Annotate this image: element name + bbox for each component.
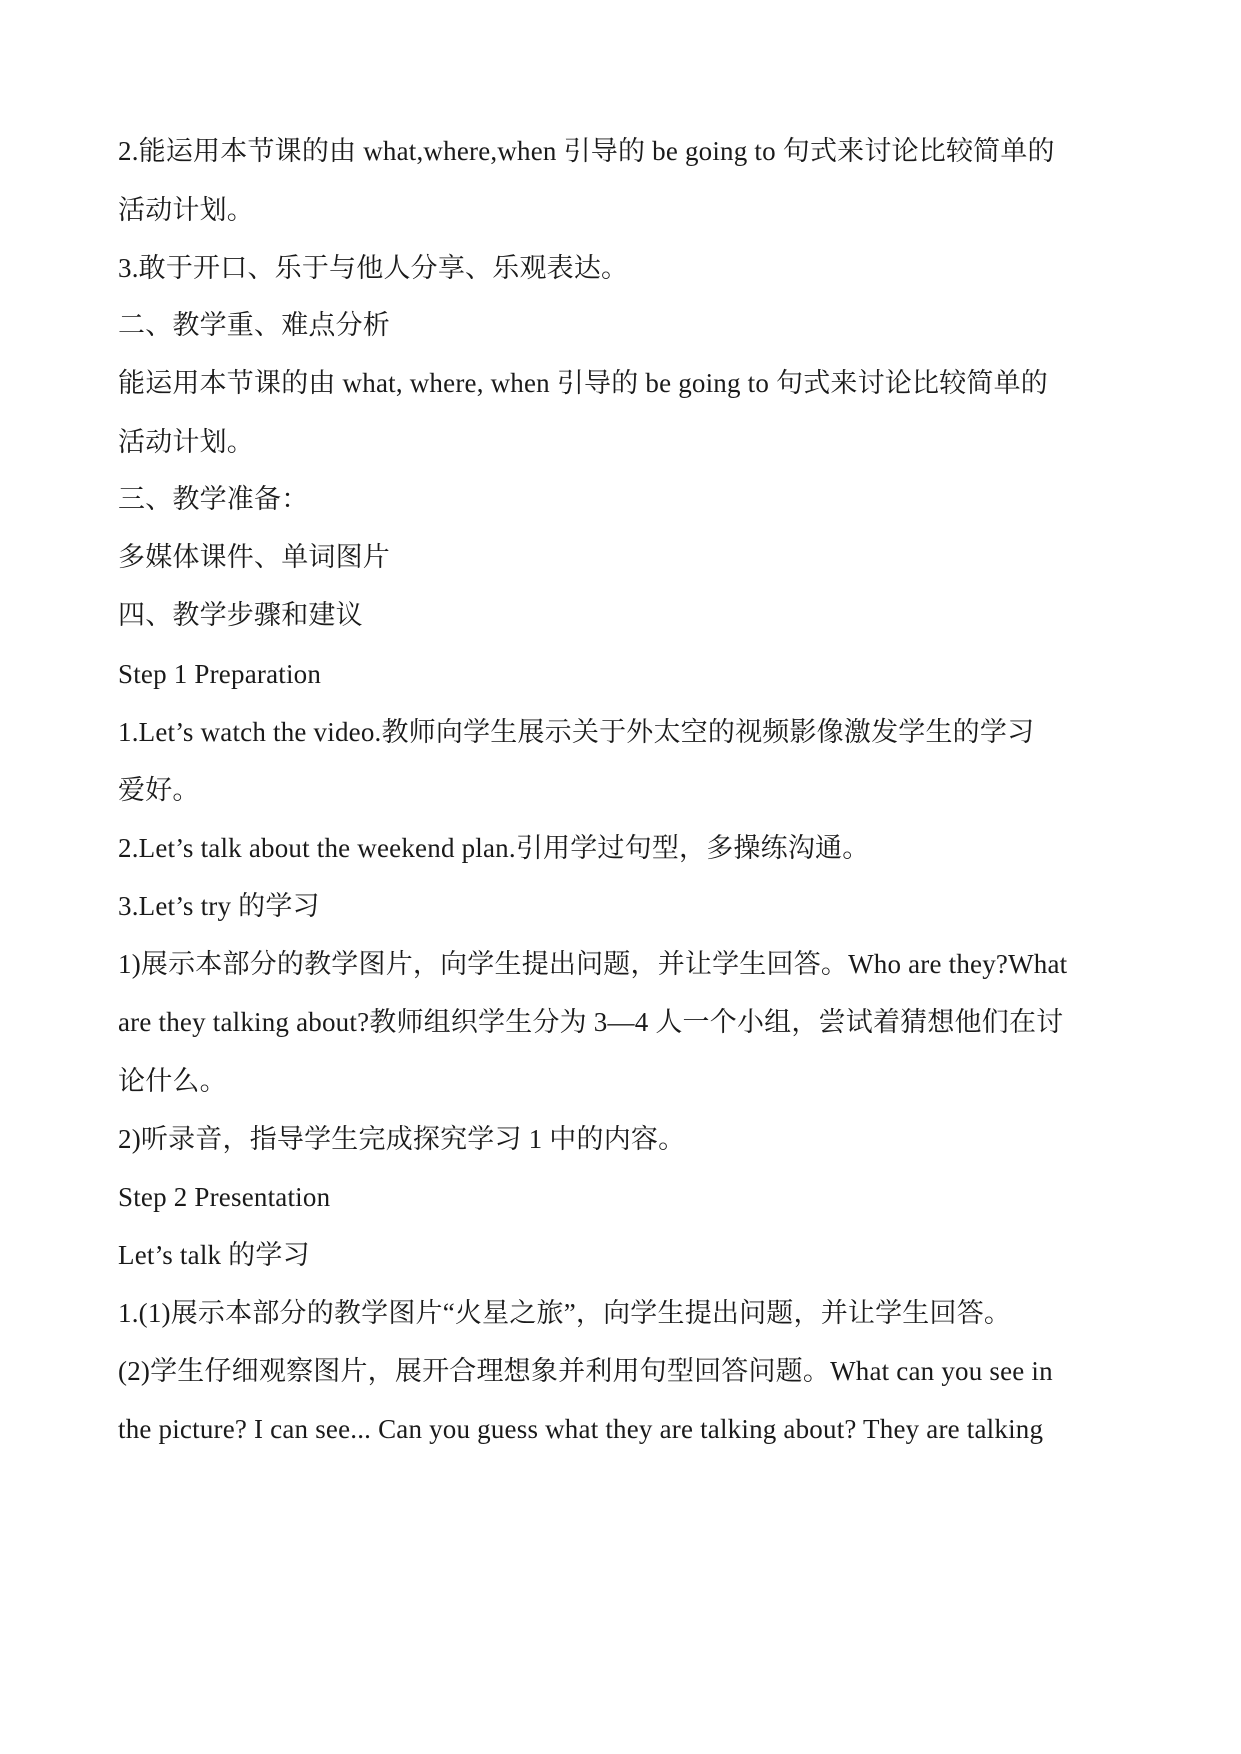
text-line: Let’s talk 的学习 bbox=[118, 1240, 310, 1270]
text-line: 3.敢于开口、乐于与他人分享、乐观表达。 bbox=[118, 253, 629, 283]
section-heading: 四、教学步骤和建议 bbox=[118, 600, 363, 630]
section-heading: 三、教学准备： bbox=[118, 484, 309, 514]
text-line: 2.能运用本节课的由 what,where,when 引导的 be going to 句式来讨论比较简单的 bbox=[118, 136, 1055, 166]
text-line: 多媒体课件、单词图片 bbox=[118, 542, 390, 572]
text-line: 爱好。 bbox=[118, 775, 200, 805]
text-line: 1.(1)展示本部分的教学图片“火星之旅”，向学生提出问题，并让学生回答。 bbox=[118, 1298, 1012, 1328]
text-line: 论什么。 bbox=[118, 1066, 227, 1096]
text-line: the picture? I can see... Can you guess what they are talking about? They are talking bbox=[118, 1414, 1044, 1444]
step-heading: Step 2 Presentation bbox=[118, 1182, 331, 1212]
text-line: 能运用本节课的由 what, where, when 引导的 be going to 句式来讨论比较简单的 bbox=[118, 368, 1049, 398]
step-heading: Step 1 Preparation bbox=[118, 659, 322, 689]
text-line: 活动计划。 bbox=[118, 195, 254, 225]
text-line: 2.Let’s talk about the weekend plan.引用学过句型，多操练沟通。 bbox=[118, 833, 870, 863]
text-line: 2)听录音，指导学生完成探究学习 1 中的内容。 bbox=[118, 1124, 686, 1154]
text-line: 活动计划。 bbox=[118, 427, 254, 457]
text-line: (2)学生仔细观察图片，展开合理想象并利用句型回答问题。What can you see in bbox=[118, 1356, 1053, 1386]
text-line: 1)展示本部分的教学图片，向学生提出问题，并让学生回答。Who are they?What bbox=[118, 949, 1068, 979]
text-line: 1.Let’s watch the video.教师向学生展示关于外太空的视频影像激发学生的学习 bbox=[118, 717, 1035, 747]
text-line: are they talking about?教师组织学生分为 3—4 人一个小组，尝试着猜想他们在讨 bbox=[118, 1007, 1064, 1037]
text-line: 3.Let’s try 的学习 bbox=[118, 891, 320, 921]
section-heading: 二、教学重、难点分析 bbox=[118, 310, 390, 340]
